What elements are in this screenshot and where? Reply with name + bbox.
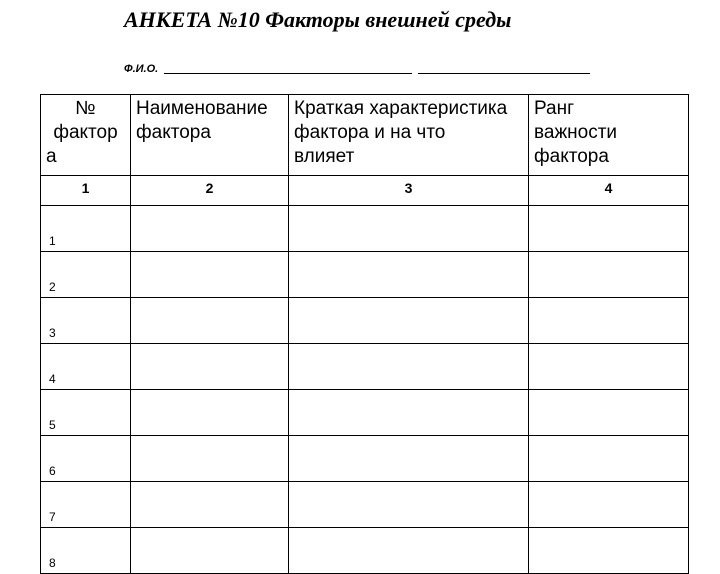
rank-cell[interactable] (529, 390, 689, 436)
header-factor-name-line-2: фактора (136, 122, 211, 143)
characteristic-cell[interactable] (289, 482, 529, 528)
characteristic-cell[interactable] (289, 344, 529, 390)
header-rank-line-1: Ранг (534, 98, 575, 119)
row-number: 8 (41, 528, 131, 574)
factor-name-cell[interactable] (131, 344, 289, 390)
table-row (41, 390, 689, 436)
row-number: 3 (41, 298, 131, 344)
table-row (41, 344, 689, 390)
table-row (41, 206, 689, 252)
characteristic-cell[interactable] (289, 436, 529, 482)
rank-cell[interactable] (529, 436, 689, 482)
characteristic-cell[interactable] (289, 206, 529, 252)
column-number: 1 (41, 176, 131, 206)
row-number: 4 (41, 344, 131, 390)
header-characteristic-line-1: Краткая характеристика (294, 98, 508, 119)
header-number-line-3: а (46, 146, 57, 167)
rank-cell[interactable] (529, 344, 689, 390)
factors-table (40, 94, 689, 574)
fio-blank-line-1[interactable] (164, 73, 412, 74)
column-number: 2 (131, 176, 289, 206)
header-number-line-1: № (75, 98, 96, 119)
column-number: 4 (529, 176, 689, 206)
header-number-line-2: фактор (53, 122, 118, 143)
row-number: 6 (41, 436, 131, 482)
rank-cell[interactable] (529, 206, 689, 252)
header-row (41, 95, 689, 176)
fio-field (124, 60, 590, 76)
rank-cell[interactable] (529, 298, 689, 344)
row-number: 2 (41, 252, 131, 298)
fio-label: Ф.И.О. (124, 63, 159, 75)
header-factor-name-line-1: Наименование (136, 98, 268, 119)
table-row (41, 528, 689, 574)
row-number: 5 (41, 390, 131, 436)
table-row (41, 298, 689, 344)
fio-blank-line-2[interactable] (418, 73, 590, 74)
factor-name-cell[interactable] (131, 528, 289, 574)
table-row (41, 436, 689, 482)
characteristic-cell[interactable] (289, 252, 529, 298)
header-characteristic-line-3: влияет (294, 146, 355, 167)
header-rank (529, 95, 689, 176)
table-row (41, 252, 689, 298)
factor-name-cell[interactable] (131, 436, 289, 482)
column-number-row (41, 176, 689, 206)
row-number: 1 (41, 206, 131, 252)
header-number (41, 95, 131, 176)
rank-cell[interactable] (529, 528, 689, 574)
rank-cell[interactable] (529, 252, 689, 298)
column-number: 3 (289, 176, 529, 206)
row-number: 7 (41, 482, 131, 528)
characteristic-cell[interactable] (289, 298, 529, 344)
factor-name-cell[interactable] (131, 298, 289, 344)
factor-name-cell[interactable] (131, 206, 289, 252)
characteristic-cell[interactable] (289, 390, 529, 436)
header-factor-name (131, 95, 289, 176)
header-characteristic-line-2: фактора и на что (294, 122, 446, 143)
rank-cell[interactable] (529, 482, 689, 528)
factor-name-cell[interactable] (131, 252, 289, 298)
header-rank-line-2: важности (534, 122, 618, 143)
table-row (41, 482, 689, 528)
header-rank-line-3: фактора (534, 146, 609, 167)
factor-name-cell[interactable] (131, 390, 289, 436)
header-characteristic (289, 95, 529, 176)
characteristic-cell[interactable] (289, 528, 529, 574)
factor-name-cell[interactable] (131, 482, 289, 528)
form-title: АНКЕТА №10 Факторы внешней среды (124, 7, 512, 32)
